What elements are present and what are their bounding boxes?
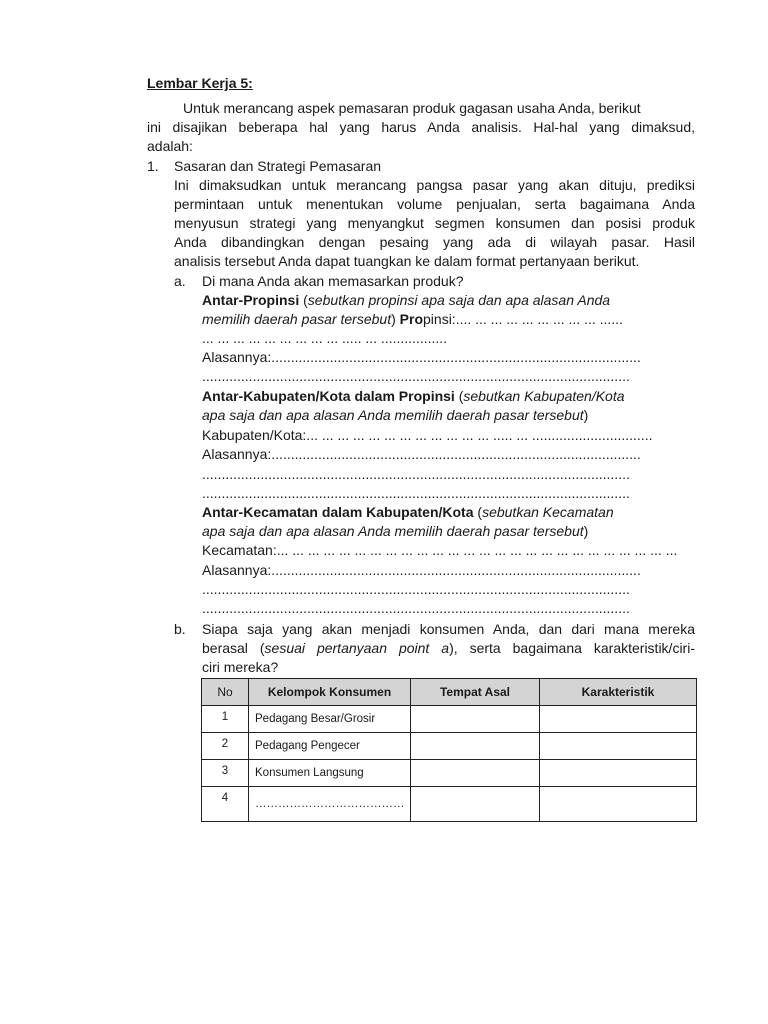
paren-close: ) [391, 311, 400, 327]
table-row [202, 733, 697, 760]
kecamatan-line-2 [202, 522, 588, 541]
question-b-line-1: Siapa saja yang akan menjadi konsumen Anda, dan dari mana mereka [202, 621, 695, 637]
kecamatan-heading-bold: Antar-Kecamatan dalam Kabupaten/Kota [202, 504, 474, 520]
cell-kelompok[interactable]: ………………………………… [249, 787, 411, 822]
intro-line-1: Untuk merancang aspek pemasaran produk gagasan usaha Anda, berikut [183, 100, 641, 116]
question-a-letter: a. [174, 273, 186, 289]
cell-kelompok: Pedagang Pengecer [249, 733, 411, 760]
kabupaten-field[interactable]: Kabupaten/Kota:... ... ... ... ... ... ... ... ... ... ... ... ..... ... ............................... [202, 427, 653, 443]
table-row [202, 706, 697, 733]
paren-open: ( [473, 504, 483, 520]
section-1-para-line: Ini dimaksudkan untuk merancang pangsa pasar yang akan dituju, prediksi [174, 177, 695, 193]
kecamatan-heading [202, 503, 614, 522]
paren-open: ( [454, 388, 464, 404]
kabupaten-line-2-italic: apa saja dan apa alasan Anda memilih daerah pasar tersebut [202, 407, 584, 423]
paren-open: ( [299, 292, 308, 308]
cell-tempat[interactable] [411, 733, 540, 760]
table-header-row [202, 679, 697, 706]
section-1-number: 1. [147, 158, 159, 174]
provinsi-alasan-dots[interactable]: .............................................................................................................. [202, 368, 630, 384]
paren-close: ) [583, 523, 589, 539]
kecamatan-alasan-field[interactable]: Alasannya:............................................................................................... [202, 562, 641, 578]
section-1-para-line: analisis tersebut Anda dapat tuangkan ke dalam format pertanyaan berikut. [174, 253, 640, 269]
section-1-para-line: permintaan untuk menentukan volume penjualan, serta bagaimana Anda [174, 196, 695, 212]
provinsi-heading-italic: sebutkan propinsi apa saja dan apa alasan Anda [307, 292, 611, 308]
kecamatan-line-2-italic: apa saja dan apa alasan Anda memilih daerah pasar tersebut [202, 523, 584, 539]
kabupaten-alasan-field[interactable]: Alasannya:............................................................................................... [202, 446, 641, 462]
kabupaten-heading [202, 387, 625, 406]
cell-no: 1 [202, 706, 249, 733]
kecamatan-heading-italic: sebutkan Kecamatan [482, 504, 614, 520]
cell-kelompok: Pedagang Besar/Grosir [249, 706, 411, 733]
table-row [202, 760, 697, 787]
provinsi-heading-bold: Antar-Propinsi [202, 292, 300, 308]
section-1-para-line: menyusun strategi yang menyangkut segmen konsumen dan posisi produk [174, 215, 695, 231]
question-a-text: Di mana Anda akan memasarkan produk? [202, 273, 464, 289]
question-b-line-3: ciri mereka? [202, 659, 279, 675]
provinsi-line-2 [202, 310, 623, 329]
provinsi-line-2-italic: memilih daerah pasar tersebut [202, 311, 392, 327]
kabupaten-alasan-dots[interactable]: .............................................................................................................. [202, 466, 630, 482]
intro-line-3: adalah: [147, 138, 193, 154]
cell-tempat[interactable] [411, 760, 540, 787]
provinsi-alasan-field[interactable]: Alasannya:............................................................................................... [202, 349, 641, 365]
question-b-pre: berasal ( [202, 640, 265, 656]
cell-tempat[interactable] [411, 706, 540, 733]
consumer-table [201, 678, 697, 822]
kabupaten-alasan-dots[interactable]: .............................................................................................................. [202, 485, 630, 501]
cell-no: 4 [202, 787, 249, 822]
section-1-para-line: Anda dibandingkan dengan pesaing yang ada di wilayah pasar. Hasil [174, 234, 695, 250]
cell-no: 2 [202, 733, 249, 760]
kecamatan-alasan-dots[interactable]: .............................................................................................................. [202, 600, 630, 616]
provinsi-dots-line[interactable]: ... ... ... ... ... ... ... ... ... ..... ... ................. [202, 330, 448, 346]
provinsi-heading [202, 291, 610, 310]
question-b-line-2 [202, 639, 695, 658]
header-karakteristik: Karakteristik [540, 679, 697, 706]
kabupaten-heading-bold: Antar-Kabupaten/Kota dalam Propinsi [202, 388, 455, 404]
cell-kelompok: Konsumen Langsung [249, 760, 411, 787]
cell-no: 3 [202, 760, 249, 787]
cell-karakteristik[interactable] [540, 787, 697, 822]
provinsi-field[interactable]: pinsi:.... ... ... ... ... ... ... ... ... ...... [423, 311, 623, 327]
cell-karakteristik[interactable] [540, 706, 697, 733]
table-row [202, 787, 697, 822]
cell-karakteristik[interactable] [540, 760, 697, 787]
header-tempat: Tempat Asal [411, 679, 540, 706]
header-kelompok: Kelompok Konsumen [249, 679, 411, 706]
kabupaten-heading-italic: sebutkan Kabupaten/Kota [463, 388, 625, 404]
provinsi-field-bold: Pro [399, 311, 424, 327]
header-no: No [202, 679, 249, 706]
question-b-italic: sesuai pertanyaan point a [264, 640, 450, 656]
intro-line-2: ini disajikan beberapa hal yang harus Anda analisis. Hal-hal yang dimaksud, [147, 119, 695, 135]
question-b-letter: b. [174, 621, 186, 637]
cell-tempat[interactable] [411, 787, 540, 822]
question-b-post: ), serta bagaimana karakteristik/ciri- [449, 640, 695, 656]
worksheet-title: Lembar Kerja 5: [147, 75, 253, 91]
cell-karakteristik[interactable] [540, 733, 697, 760]
paren-close: ) [583, 407, 589, 423]
section-1-heading: Sasaran dan Strategi Pemasaran [174, 158, 382, 174]
kabupaten-line-2 [202, 406, 588, 425]
kecamatan-field[interactable]: Kecamatan:... ... ... ... ... ... ... ... ... ... ... ... ... ... ... ... ... ... ... ... ... ... ... ... ... ... [202, 542, 678, 558]
kecamatan-alasan-dots[interactable]: .............................................................................................................. [202, 581, 630, 597]
